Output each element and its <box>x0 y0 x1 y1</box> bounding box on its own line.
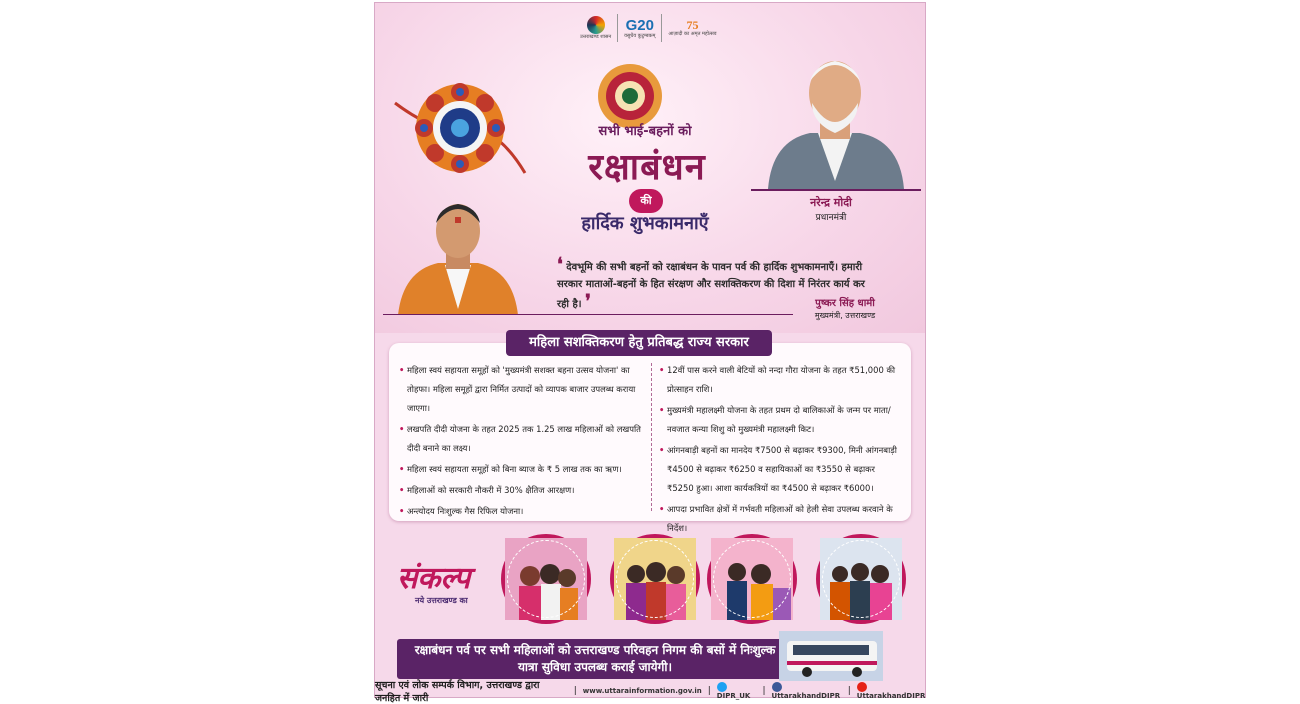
amrit-mahotsav-logo <box>668 13 716 43</box>
cm-quote-text: देवभूमि की सभी बहनों को रक्षाबंधन के पावन पर्व की हार्दिक शुभकामनाएँ। हमारी सरकार माताओं-बहनों के हित संरक्षण और सशक्तिकरण की दिशा में निरंतर कार्य कर रही है। <box>557 262 865 310</box>
footer-separator: | <box>847 686 851 696</box>
cm-title: मुख्यमंत्री, उत्तराखण्ड <box>814 311 876 320</box>
footer-separator: | <box>573 686 577 696</box>
event-photo-4 <box>816 534 906 624</box>
uttarakhand-logo <box>580 13 611 43</box>
scheme-item: • महिला स्वयं सहायता समूहों को बिना ब्याज के ₹ 5 लाख तक का ऋण। <box>399 460 641 479</box>
quote-open-icon: ❛ <box>557 254 563 275</box>
footer-separator: | <box>707 686 711 696</box>
greeting-line-3: हार्दिक शुभकामनाएँ <box>581 213 709 234</box>
sankalp-subtitle: नये उत्तराखण्ड का <box>415 596 468 605</box>
pm-title: प्रधानमंत्री <box>815 213 847 223</box>
schemes-right-column <box>659 361 903 540</box>
footer-twitter[interactable] <box>717 682 757 700</box>
header-logos <box>580 11 720 45</box>
amrit-logo-number: 75 <box>686 18 699 32</box>
g20-logo-caption: वसुधैव कुटुम्बकम् <box>624 32 656 39</box>
uttarakhand-emblem-icon <box>587 16 605 34</box>
youtube-handle: UttarakhandDIPR <box>856 692 926 700</box>
schemes-panel <box>389 343 911 533</box>
greeting-line-1: सभी भाई-बहनों को <box>598 124 692 139</box>
pm-name: नरेन्द्र मोदी <box>810 196 852 209</box>
schemes-divider <box>651 363 652 511</box>
footer-website[interactable]: www.uttarainformation.gov.in <box>582 687 702 695</box>
twitter-handle: DIPR_UK <box>716 692 751 700</box>
schemes-left-column <box>399 361 641 523</box>
greeting-title: रक्षाबंधन <box>588 146 706 188</box>
logo-divider <box>617 14 618 42</box>
scheme-item: • 12वीं पास करने वाली बेटियों को नन्दा गौरा योजना के तहत ₹51,000 की प्रोत्साहन राशि। <box>659 361 903 399</box>
footer-facebook[interactable] <box>772 682 842 700</box>
quote-close-icon: ❜ <box>585 291 591 312</box>
schemes-heading: महिला सशक्तिकरण हेतु प्रतिबद्ध राज्य सरकार <box>506 330 772 356</box>
scheme-item: • आपदा प्रभावित क्षेत्रों में गर्भवती महिलाओं को हेली सेवा उपलब्ध करवाने के निर्देश। <box>659 500 903 538</box>
bus-image <box>779 631 883 681</box>
scheme-item: • अन्त्योदय निःशुल्क गैस रिफिल योजना। <box>399 502 641 521</box>
scheme-item: • महिला स्वयं सहायता समूहों को 'मुख्यमंत्री सशक्त बहना उत्सव योजना' का तोहफा। महिला समूहों द्वारा निर्मित उत्पादों को व्यापक बाजार उपलब्ध कराया जाएगा। <box>399 361 641 418</box>
youtube-icon <box>857 682 867 692</box>
cm-name: पुष्कर सिंह धामी <box>815 298 875 309</box>
logo-divider <box>661 14 662 42</box>
greeting-ki-badge: की <box>629 189 663 213</box>
rakhi-illustration <box>395 63 525 193</box>
facebook-icon <box>772 682 782 692</box>
g20-logo <box>624 13 655 43</box>
advertisement-page <box>374 2 926 704</box>
scheme-item: • आंगनबाड़ी बहनों का मानदेय ₹7500 से बढ़ाकर ₹9300, मिनी आंगनबाड़ी ₹4500 से बढ़ाकर ₹6250 व सहायिकाओं का ₹3550 से बढ़ाकर ₹5250 हुआ। आशा कार्यकत्रियों का ₹4500 से बढ़ाकर ₹6000। <box>659 441 903 498</box>
footer-dept: सूचना एवं लोक सम्पर्क विभाग, उत्तराखण्ड द्वारा जनहित में जारी <box>375 680 540 704</box>
g20-logo-text: G20 <box>625 16 654 34</box>
footer <box>375 680 927 704</box>
amrit-logo-caption: आज़ादी का अमृत महोत्सव <box>668 31 717 37</box>
footer-youtube[interactable] <box>857 682 927 700</box>
twitter-icon <box>717 682 727 692</box>
scheme-item: • मुख्यमंत्री महालक्ष्मी योजना के तहत प्रथम दो बालिकाओं के जन्म पर माता/नवजात कन्या शिशु को मुख्यमंत्री महालक्ष्मी किट। <box>659 401 903 439</box>
sankalp-title: संकल्प <box>397 561 471 596</box>
event-photo-2 <box>610 534 700 624</box>
pm-portrait-image <box>760 41 910 189</box>
scheme-item: • महिलाओं को सरकारी नौकरी में 30% क्षैतिज आरक्षण। <box>399 481 641 500</box>
scheme-item: • लखपति दीदी योजना के तहत 2025 तक 1.25 लाख महिलाओं को लखपति दीदी बनाने का लक्ष्य। <box>399 420 641 458</box>
cm-divider <box>383 314 793 315</box>
cm-portrait-image <box>393 189 523 315</box>
sankalp-logo <box>397 563 485 606</box>
facebook-handle: UttarakhandDIPR <box>771 692 841 700</box>
uttarakhand-logo-caption: उत्तराखण्ड शासन <box>580 34 612 40</box>
pm-divider <box>751 189 921 191</box>
transport-banner-text: रक्षाबंधन पर्व पर सभी महिलाओं को उत्तराखण्ड परिवहन निगम की बसों में निःशुल्क यात्रा सुविधा उपलब्ध कराई जायेगी। <box>414 643 776 674</box>
event-photo-1 <box>501 534 591 624</box>
footer-separator: | <box>762 686 766 696</box>
event-photo-3 <box>707 534 797 624</box>
